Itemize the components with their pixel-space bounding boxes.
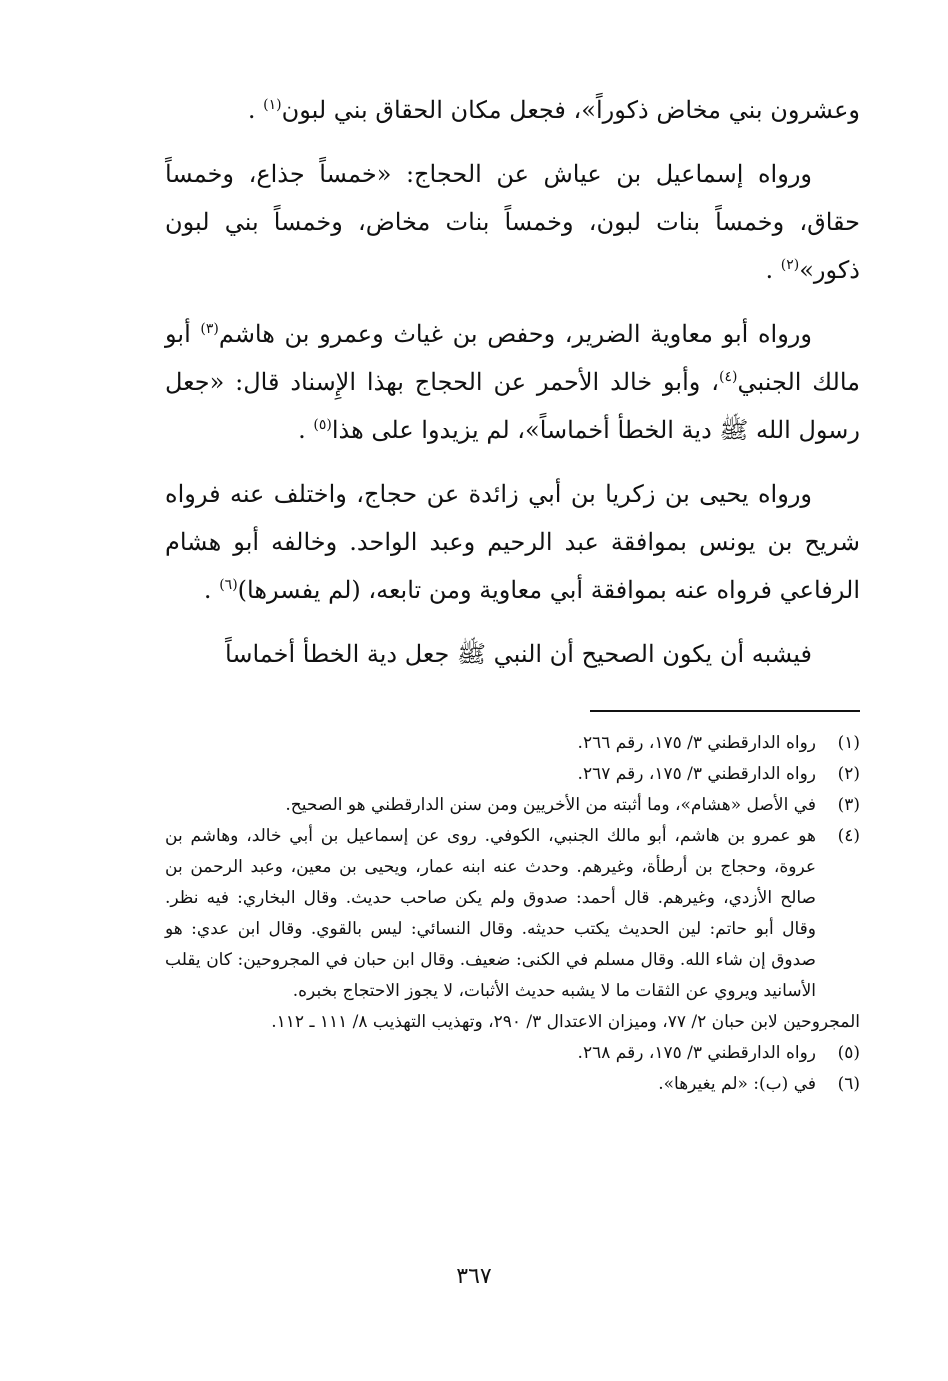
main-text — [165, 86, 860, 694]
footnote-text: في الأصل «هشام»، وما أثبته من الأخريين ومن سنن الدارقطني هو الصحيح. — [285, 795, 816, 815]
page-number: ٣٦٧ — [456, 1264, 492, 1289]
footnote-text: رواه الدارقطني ٣/ ١٧٥، رقم ٢٦٦. — [577, 733, 816, 753]
paragraph-end: . — [298, 416, 306, 444]
paragraph-2 — [165, 150, 860, 294]
footnote-1 — [165, 728, 860, 759]
footnote-number: (١) — [837, 733, 860, 753]
footnote-3 — [165, 790, 860, 821]
paragraph-4 — [165, 470, 860, 614]
footnote-number: (٥) — [837, 1043, 860, 1063]
paragraph-end: . — [203, 576, 212, 604]
paragraph-end: . — [247, 96, 256, 124]
footnote-divider — [590, 710, 860, 712]
paragraph-end: . — [765, 256, 774, 284]
paragraph-text: ورواه أبو معاوية الضرير، وحفص بن غياث وعمرو بن هاشم — [218, 320, 812, 348]
footnote-text: المجروحين لابن حبان ٢/ ٧٧، وميزان الاعتدال ٣/ ٢٩٠، وتهذيب التهذيب ٨/ ١١١ ـ ١١٢. — [271, 1012, 860, 1032]
paragraph-text: فيشبه أن يكون الصحيح أن النبي ﷺ جعل دية الخطأ أخماساً — [225, 640, 812, 668]
footnote-ref[interactable]: (٦) — [219, 577, 238, 593]
footnote-text: هو عمرو بن هاشم، أبو مالك الجنبي، الكوفي. روى عن إسماعيل بن أبي خالد، وهاشم بن عروة، وحجاج بن أرطأة، وغيرهم. وحدث عنه ابنه عمار، ويحيى بن معين، وعبد الرحمن بن صالح الأزدي، وغيرهم. قال أحمد: صدوق ولم يكن صاحب حديث. وقال البخاري: فيه نظر. وقال أبو حاتم: لين الحديث يكتب حديثه. وقال النسائي: ليس بالقوي. وقال ابن عدي: هو صدوق إن شاء الله. وقال مسلم في الكنى: ضعيف. وقال ابن حبان في المجروحين: كان يقلب الأسانيد ويروي عن الثقات ما لا يشبه حديث الأثبات، لا يجوز الاحتجاج بخبره. — [165, 826, 816, 1001]
footnote-ref[interactable]: (٥) — [313, 417, 332, 433]
footnote-text: رواه الدارقطني ٣/ ١٧٥، رقم ٢٦٨. — [577, 1043, 816, 1063]
paragraph-3 — [165, 310, 860, 454]
footnote-number: (٣) — [837, 795, 860, 815]
footnote-number: (٤) — [837, 826, 860, 846]
paragraph-text: أبو مالك الجنبي — [165, 320, 861, 396]
paragraph-5 — [165, 630, 860, 678]
footnote-2 — [165, 759, 860, 790]
footnote-5 — [165, 1038, 860, 1069]
footnote-4 — [165, 821, 860, 1007]
footnote-6 — [165, 1069, 860, 1100]
footnote-ref[interactable]: (١) — [263, 97, 282, 113]
footnotes — [165, 728, 860, 1100]
footnote-ref[interactable]: (٣) — [200, 321, 219, 337]
footnote-text: في (ب): «لم يغيرها». — [658, 1074, 816, 1094]
footnote-text: رواه الدارقطني ٣/ ١٧٥، رقم ٢٦٧. — [577, 764, 816, 784]
paragraph-text: وعشرون بني مخاض ذكوراً»، فجعل مكان الحقاق بني لبون — [281, 96, 860, 124]
footnote-ref[interactable]: (٢) — [780, 257, 800, 273]
footnote-number: (٦) — [837, 1074, 860, 1094]
footnote-number: (٢) — [837, 764, 860, 784]
footnote-ref[interactable]: (٤) — [719, 369, 738, 385]
paragraph-text: ورواه يحيى بن زكريا بن أبي زائدة عن حجاج، واختلف عنه فرواه شريح بن يونس بموافقة عبد الرحيم وعبد الواحد. وخالفه أبو هشام الرفاعي فرواه عنه بموافقة أبي معاوية ومن تابعه، (لم يفسرها) — [165, 480, 860, 604]
footnote-4-sources — [165, 1007, 860, 1038]
paragraph-1 — [165, 86, 860, 134]
paragraph-text: ورواه إسماعيل بن عياش عن الحجاج: «خمساً جذاع، وخمساً حقاق، وخمساً بنات لبون، وخمساً بنات مخاض، وخمساً بني لبون ذكور» — [165, 160, 860, 284]
paragraph-text: ، وأبو خالد الأحمر عن الحجاج بهذا الإِسناد قال: «جعل رسول الله ﷺ دية الخطأ أخماساً»، لم يزيدوا على هذا — [165, 368, 860, 444]
